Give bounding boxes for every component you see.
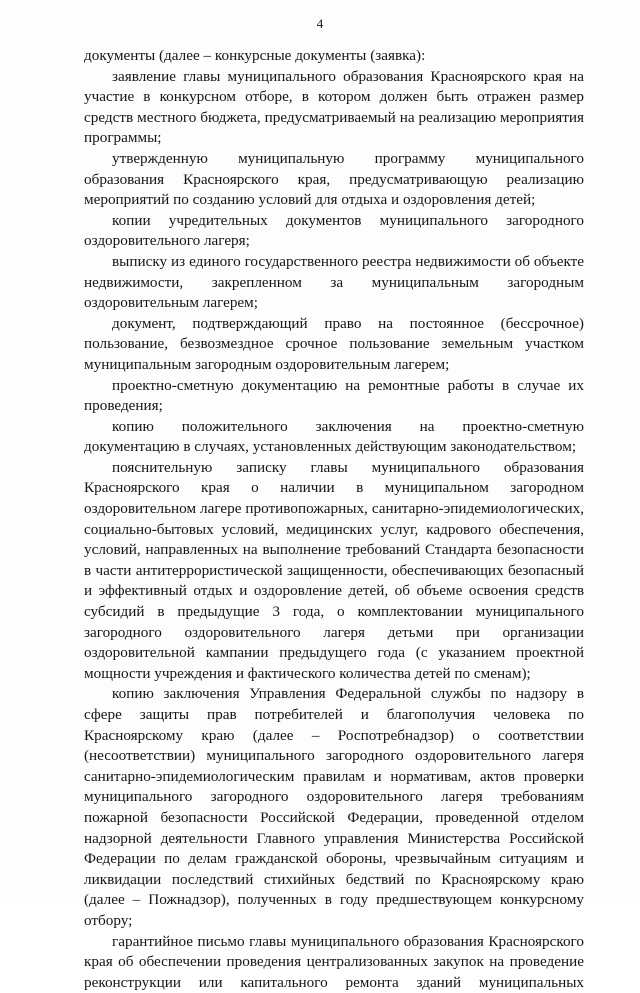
paragraph-intro: документы (далее – конкурсные документы (заявка):: [84, 47, 426, 64]
paragraph-application: заявление главы муниципального образования Красноярского края на участие в конкурсном отборе, в котором должен быть отражен размер средств местного бюджета, предусматриваемый на реализацию мероприятия программы;: [84, 67, 584, 147]
paragraph-explanatory-note: пояснительную записку главы муниципального образования Красноярского края о наличии в муниципальном загородном оздоровительном лагере противопожарных, санитарно-эпидемиологических, социально-бытовых условий, медицинских услуг, кадрового обеспечения, условий, направленных на выполнение требований Стандарта безопасности в части антитеррористической защищенности, обеспечивающих безопасный и эффективный отдых и оздоровление детей, об объеме освоения средств субсидий в предыдущие 3 года, о комплектовании муниципального загородного оздоровительного лагеря детьми при организации оздоровительной кампании предыдущего года (с указанием проектной мощности учреждения и фактического количества детей по сменам);: [84, 458, 584, 682]
paragraph-municipal-program: утвержденную муниципальную программу муниципального образования Красноярского края, предусматривающую реализацию мероприятий по созданию условий для отдыха и оздоровления детей;: [84, 149, 584, 209]
paragraph-design-documentation: проектно-сметную документацию на ремонтные работы в случае их проведения;: [84, 376, 584, 415]
document-body: [84, 46, 584, 993]
paragraph-registry-extract: выписку из единого государственного реестра недвижимости об объекте недвижимости, закрепленном за муниципальным загородным оздоровительным лагерем;: [84, 252, 584, 312]
paragraph-land-rights: документ, подтверждающий право на постоянное (бессрочное) пользование, безвозмездное срочное пользование земельным участком муниципальным загородным оздоровительным лагерем;: [84, 314, 584, 373]
page-number: 4: [316, 16, 324, 31]
paragraph-expert-conclusion: копию положительного заключения на проектно-сметную документацию в случаях, установленных действующим законодательством;: [84, 417, 584, 456]
paragraph-founding-documents: копии учредительных документов муниципального загородного оздоровительного лагеря;: [84, 211, 584, 250]
paragraph-guarantee-letter: гарантийное письмо главы муниципального образования Красноярского края об обеспечении проведения централизованных закупок на проведение реконструкции или капитального ремонта зданий муниципальных: [84, 932, 584, 991]
paragraph-rospotrebnadzor-conclusion: копию заключения Управления Федеральной службы по надзору в сфере защиты прав потребителей и благополучия человека по Красноярскому краю (далее – Роспотребнадзор) о соответствии (несоответствии) муниципального загородного оздоровительного лагеря санитарно-эпидемиологическим правилам и нормативам, актов проверки муниципального загородного оздоровительного лагеря требованиям пожарной безопасности Российской Федерации, проведенной отделом надзорной деятельности Главного управления Министерства Российской Федерации по делам гражданской обороны, чрезвычайным ситуациям и ликвидации последствий стихийных бедствий по Красноярскому краю (далее – Пожнадзор), полученных в году предшествующем конкурсному отбору;: [84, 685, 584, 929]
